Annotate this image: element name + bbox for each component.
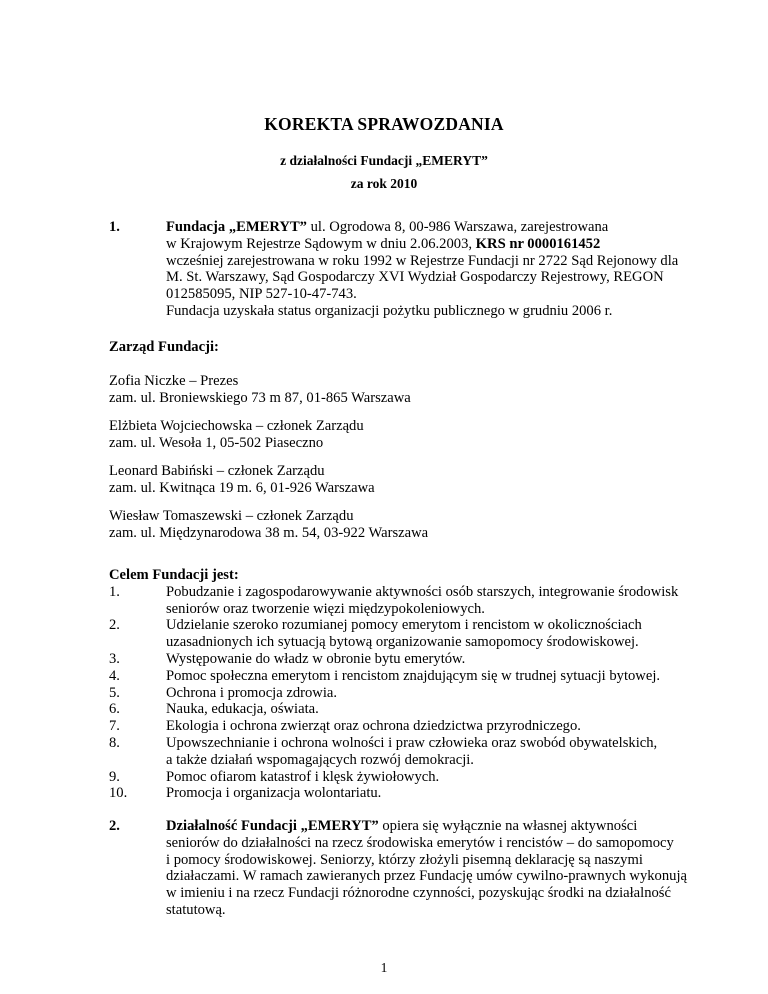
- goal-item: 10. Promocja i organizacja wolontariatu.: [109, 785, 382, 802]
- goal-item: 7. Ekologia i ochrona zwierząt oraz ochrona dziedzictwa przyrodniczego.: [109, 718, 581, 735]
- krs-number: KRS nr 0000161452: [475, 235, 601, 252]
- goal-item: 6. Nauka, edukacja, oświata.: [109, 701, 319, 718]
- section-2-number: 2.: [109, 818, 120, 834]
- section-2-text: Działalność Fundacji „EMERYT” opiera się wyłącznie na własnej aktywności seniorów do działalności na rzecz środowiska emerytów i rencistów – do samopomocy i pomocy środowiskowej. Seniorzy, którzy złożyli pisemną deklarację są naszymi działaczami. W ramach zawieranych przez Fundację umów cywilno-prawnych wykonują w imieniu i na rzecz Fundacji różnorodne czynności, pozyskując środki na działalność statutową.: [166, 818, 687, 918]
- goals-heading: Celem Fundacji jest:: [109, 567, 239, 583]
- board-member: Zofia Niczke – Prezes zam. ul. Broniewskiego 73 m 87, 01-865 Warszawa: [109, 373, 411, 406]
- document-subtitle: z działalności Fundacji „EMERYT”: [280, 153, 488, 168]
- section-1-number: 1.: [109, 219, 120, 235]
- board-member: Leonard Babiński – członek Zarządu zam. ul. Kwitnąca 19 m. 6, 01-926 Warszawa: [109, 463, 375, 496]
- goals-section: [109, 567, 719, 802]
- document-title: KOREKTA SPRAWOZDANIA: [264, 114, 504, 134]
- goal-item: 4. Pomoc społeczna emerytom i rencistom znajdującym się w trudnej sytuacji bytowej.: [109, 667, 661, 684]
- section-1-lead: Fundacja „EMERYT”: [166, 219, 307, 235]
- goal-item: 1. Pobudzanie i zagospodarowywanie aktywności osób starszych, integrowanie środowisk seniorów oraz tworzenie więzi międzypokoleniowych.: [109, 583, 679, 617]
- goal-item: 2. Udzielanie szeroko rozumianej pomocy emerytom i rencistom w okolicznościach uzasadnionych ich sytuacją bytową organizowanie samopomocy środowiskowej.: [109, 617, 642, 651]
- goal-item: 9. Pomoc ofiarom katastrof i klęsk żywiołowych.: [109, 768, 440, 785]
- goal-item: 3. Występowanie do władz w obronie bytu emerytów.: [109, 650, 466, 667]
- section-1-text: Fundacja „EMERYT” ul. Ogrodowa 8, 00-986 Warszawa, zarejestrowana w Krajowym Rejestrze Sądowym w dniu 2.06.2003, KRS nr 0000161452 wcześniej zarejestrowana w roku 1992 w Rejestrze Fundacji nr 2722 Sąd Rejonowy dla M. St. Warszawy, Sąd Gospodarczy XVI Wydział Gospodarczy Rejestrowy, REGON 012585095, NIP 527-10-47-743. Fundacja uzyskała status organizacji pożytku publicznego w grudniu 2006 r.: [166, 219, 679, 319]
- board-heading: Zarząd Fundacji:: [109, 339, 219, 355]
- goal-item: 5. Ochrona i promocja zdrowia.: [109, 684, 338, 701]
- goal-item: 8. Upowszechnianie i ochrona wolności i praw człowieka oraz swobód obywatelskich, a także działań wspomagających rozwój demokracji.: [109, 734, 658, 768]
- page-number: 1: [380, 960, 388, 975]
- document-year: za rok 2010: [350, 176, 418, 191]
- board-member: Wiesław Tomaszewski – członek Zarządu zam. ul. Międzynarodowa 38 m. 54, 03-922 Warszawa: [109, 508, 429, 541]
- section-2-lead: Działalność Fundacji „EMERYT”: [166, 818, 379, 834]
- board-member: Elżbieta Wojciechowska – członek Zarządu zam. ul. Wesoła 1, 05-502 Piaseczno: [109, 418, 364, 451]
